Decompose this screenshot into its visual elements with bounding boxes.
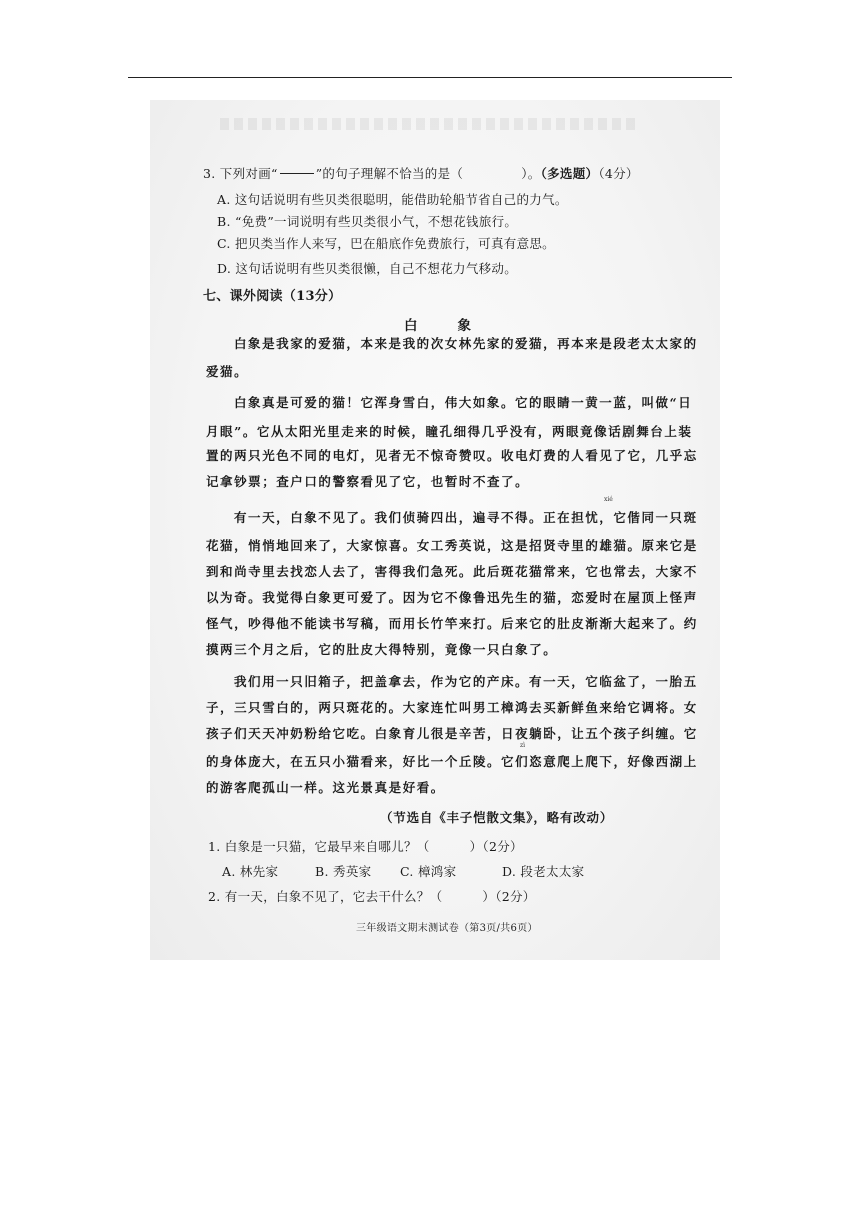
q3-stem-suffix: ”的句子理解不恰当的是（ — [315, 166, 464, 181]
passage-line: 以为奇。我觉得白象更可爱了。因为它不像鲁迅先生的猫，恋爱时在屋顶上怪声 — [206, 590, 698, 605]
pinyin-annotation-xie: xié — [604, 496, 613, 503]
passage-line: 孩子们天天冲奶粉给它吃。白象育儿很是辛苦，日夜躺卧，让五个孩子纠缠。它 — [206, 726, 698, 741]
q1-options — [222, 864, 584, 880]
q1-stem-text: 1. 白象是一只猫，它最早来自哪儿？（ — [208, 839, 430, 854]
q1-option-b[interactable]: B. 秀英家 — [315, 864, 372, 879]
passage-line: 记拿钞票；查户口的警察看见了它，也暂时不查了。 — [206, 474, 530, 489]
q3-option-a: A. 这句话说明有些贝类很聪明，能借助轮船节省自己的力气。 — [217, 192, 568, 207]
passage-line: 子，三只雪白的，两只斑花的。大家连忙叫男工樟鸿去买新鲜鱼来给它调将。女 — [206, 700, 698, 715]
passage-source: （节选自《丰子恺散文集》，略有改动） — [380, 810, 614, 825]
q3-stem-prefix: 3. 下列对画“ — [203, 166, 278, 181]
q1-option-d[interactable]: D. 段老太太家 — [502, 864, 585, 879]
passage-title — [404, 314, 473, 334]
passage-line: 白象真是可爱的猫！它浑身雪白，伟大如象。它的眼睛一黄一蓝，叫做“日 — [234, 395, 693, 410]
passage-line: 我们用一只旧箱子，把盖拿去，作为它的产床。有一天，它临盆了，一胎五 — [234, 674, 698, 689]
passage-line: 爱猫。 — [206, 364, 249, 379]
passage-line: 的身体庞大，在五只小猫看来，好比一个丘陵。它们恣意爬上爬下，好像西湖上 — [206, 754, 698, 769]
q3-option-c: C. 把贝类当作人来写，巴在船底作免费旅行，可真有意思。 — [217, 236, 555, 251]
passage-line: 摸两三个月之后，它的肚皮大得特别，竟像一只白象了。 — [206, 642, 558, 657]
q3-score: （4分） — [598, 166, 639, 181]
passage-title-char-2: 象 — [457, 318, 473, 334]
q1-stem-close: ）（2分） — [469, 839, 523, 854]
q1-stem — [208, 839, 523, 855]
passage-title-char-1: 白 — [404, 318, 420, 334]
bleed-through-text — [220, 118, 640, 130]
pinyin-annotation-zi: zì — [520, 742, 526, 749]
passage-line: 到和尚寺里去找恋人去了，害得我们急死。此后斑花猫常来，它也常去，大家不 — [206, 564, 698, 579]
q3-option-d: D. 这句话说明有些贝类很懒，自己不想花力气移动。 — [217, 261, 518, 276]
section7-heading: 七、课外阅读（13分） — [203, 289, 342, 304]
passage-line: 怪气，吵得他不能读书写稿，而用长竹竿来打。后来它的肚皮渐渐大起来了。约 — [206, 616, 698, 631]
q2-stem — [208, 889, 536, 905]
q3-stem-close: ）。 — [521, 166, 541, 181]
passage-line: 花猫，悄悄地回来了，大家惊喜。女工秀英说，这是招贤寺里的雄猫。原来它是 — [206, 538, 698, 553]
q2-stem-close: ）（2分） — [482, 889, 536, 904]
q2-stem-text: 2. 有一天，白象不见了，它去干什么？（ — [208, 889, 443, 904]
q1-option-c[interactable]: C. 樟鸿家 — [400, 864, 457, 879]
top-rule — [128, 77, 732, 78]
page-footer: 三年级语文期末测试卷（第3页/共6页） — [356, 923, 538, 934]
q3-multi-label: （多选题） — [540, 166, 599, 181]
q3-option-b: B. “免费”一词说明有些贝类很小气，不想花钱旅行。 — [217, 214, 518, 229]
passage-line: 白象是我家的爱猫，本来是我的次女林先家的爱猫，再本来是段老太太家的 — [234, 336, 698, 351]
q1-option-a[interactable]: A. 林先家 — [222, 864, 279, 879]
passage-line: 有一天，白象不见了。我们侦骑四出，遍寻不得。正在担忧，它偕同一只斑 — [234, 510, 698, 525]
q3-blank[interactable] — [280, 173, 314, 174]
passage-line: 置的两只光色不同的电灯，见者无不惊奇赞叹。收电灯费的人看见了它，几乎忘 — [206, 448, 698, 463]
passage-line: 的游客爬孤山一样。这光景真是好看。 — [206, 780, 445, 795]
passage-line: 月眼”。它从太阳光里走来的时候，瞳孔细得几乎没有，两眼竟像话剧舞台上装 — [206, 424, 693, 439]
q3-stem — [203, 166, 639, 182]
